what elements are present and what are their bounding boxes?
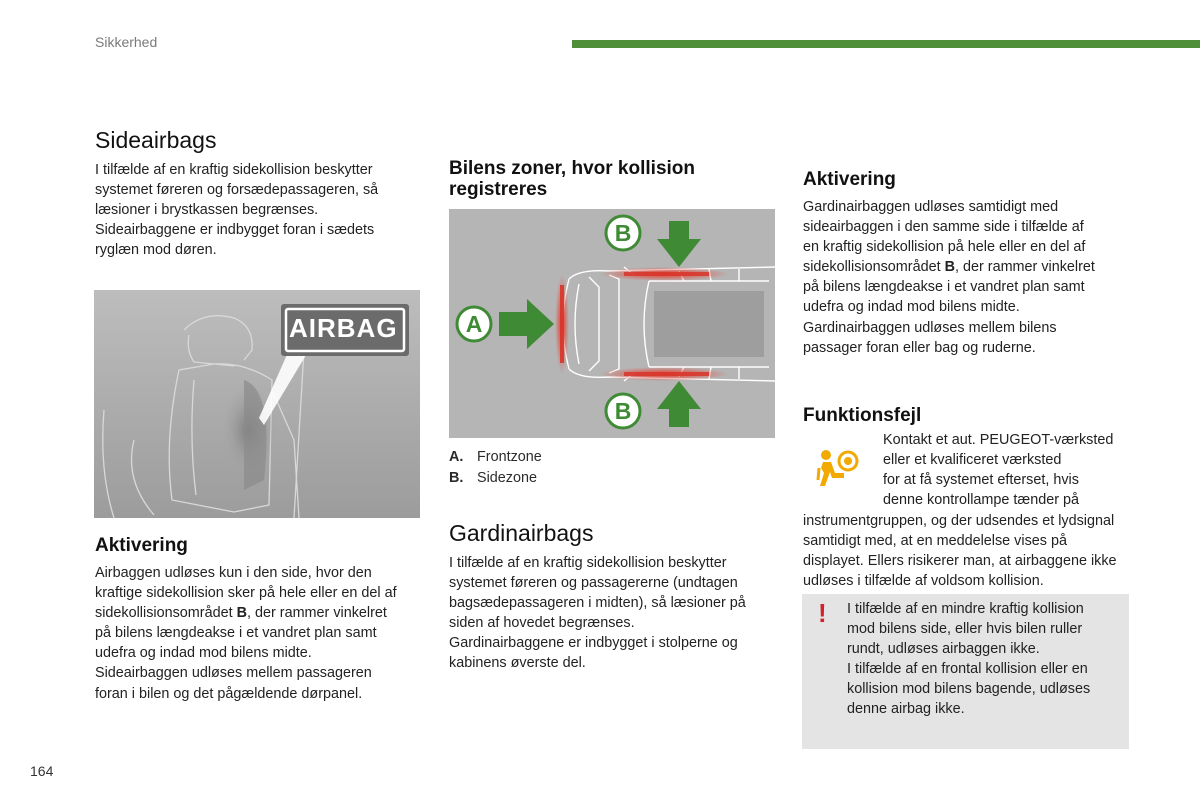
text-line: sideairbaggen i den samme side i tilfælde af (803, 219, 1084, 236)
text-line: foran i bilen og det pågældende dørpanel. (95, 685, 363, 702)
funktionsfejl-text-indent (883, 430, 1143, 510)
aktivering-title-1: Aktivering (95, 535, 188, 556)
text-line: I tilfælde af en mindre kraftig kollision (847, 601, 1084, 617)
text-line: systemet føreren og passagererne (undtagen (449, 575, 738, 592)
legend-item: A. Frontzone (449, 449, 542, 465)
text-line: for at få systemet efterset, hvis (883, 472, 1079, 489)
text-line: siden af hovedet begrænses. (449, 615, 635, 632)
aktivering-text-2 (803, 197, 1143, 358)
funktionsfejl-text-full (803, 511, 1173, 591)
text-line: Gardinairbaggen udløses mellem bilens (803, 319, 1057, 336)
warning-icon: ! (818, 598, 827, 628)
gardinairbags-text (449, 553, 789, 674)
sideairbags-title: Sideairbags (95, 127, 217, 153)
zones-title: Bilens zoner, hvor kollision registreres (449, 158, 695, 200)
section-accent-bar (572, 40, 1200, 48)
text-line: denne airbag ikke. (847, 701, 965, 718)
legend-item: B. Sidezone (449, 469, 538, 486)
zone-label-a: A (465, 311, 483, 337)
text-line: I tilfælde af en kraftig sidekollision beskytter (95, 162, 373, 178)
text-line: kraftige sidekollision sker på hele eller en del af (95, 585, 397, 602)
collision-zones-diagram (449, 209, 775, 438)
zones-legend (449, 447, 542, 488)
airbag-seat-illustration (94, 290, 420, 518)
text-line: ryglæn mod døren. (95, 242, 217, 259)
warning-text (847, 599, 1127, 720)
text-line: bagsædepassageren i midten), så læsioner på (449, 595, 746, 612)
text-line: eller et kvalificeret værksted (883, 452, 1062, 469)
text-line: kabinens øverste del. (449, 655, 586, 672)
text-line: Gardinairbaggene er indbygget i stolperne og (449, 635, 738, 652)
text-line: Kontakt et aut. PEUGEOT-værksted (883, 432, 1114, 448)
text-line: instrumentgruppen, og der udsendes et lydsignal (803, 513, 1115, 529)
text-line: læsioner i brystkassen begrænses. (95, 202, 319, 219)
sideairbags-intro (95, 160, 425, 260)
text-line: mod bilens side, eller hvis bilen ruller (847, 621, 1083, 638)
text-line: på bilens længdeakse i et vandret plan samt (95, 625, 377, 642)
text-line: en kraftig sidekollision på hele eller en del af (803, 239, 1086, 256)
text-line: kollision mod bilens bagende, udløses (847, 681, 1091, 698)
text-line: I tilfælde af en frontal kollision eller en (847, 661, 1088, 678)
airbag-label: AIRBAG (289, 313, 398, 343)
text-line: denne kontrollampe tænder på (883, 492, 1080, 509)
zone-label-b-bottom: B (614, 398, 632, 424)
text-line: sidekollisionsområdet B, der rammer vinkelret (95, 605, 387, 622)
text-line: udløses i tilfælde af voldsom kollision. (803, 573, 1044, 590)
text-line: displayet. Ellers risikerer man, at airbaggene ikke (803, 553, 1117, 570)
text-line: passager foran eller bag og ruderne. (803, 339, 1036, 356)
funktionsfejl-title: Funktionsfejl (803, 405, 922, 426)
text-line: udefra og indad mod bilens midte. (803, 299, 1020, 316)
text-line: rundt, udløses airbaggen ikke. (847, 641, 1040, 658)
section-label: Sikkerhed (95, 34, 158, 50)
page-number: 164 (30, 763, 54, 779)
gardinairbags-title: Gardinairbags (449, 520, 594, 546)
zone-label-b-top: B (614, 220, 632, 246)
text-line: samtidigt med, at en meddelelse vises på (803, 533, 1067, 550)
text-line: I tilfælde af en kraftig sidekollision beskytter (449, 555, 727, 571)
text-line: Gardinairbaggen udløses samtidigt med (803, 199, 1059, 215)
aktivering-text-1 (95, 563, 435, 704)
text-line: Sideairbaggene er indbygget foran i sædets (95, 222, 375, 239)
aktivering-title-2: Aktivering (803, 169, 896, 190)
airbag-warning-lamp-icon (815, 446, 861, 492)
text-line: udefra og indad mod bilens midte. (95, 645, 312, 662)
text-line: Airbaggen udløses kun i den side, hvor den (95, 565, 372, 581)
text-line: sidekollisionsområdet B, der rammer vinkelret (803, 259, 1095, 276)
text-line: Sideairbaggen udløses mellem passageren (95, 665, 372, 682)
text-line: systemet føreren og forsædepassageren, så (95, 182, 379, 199)
text-line: på bilens længdeakse i et vandret plan samt (803, 279, 1085, 296)
